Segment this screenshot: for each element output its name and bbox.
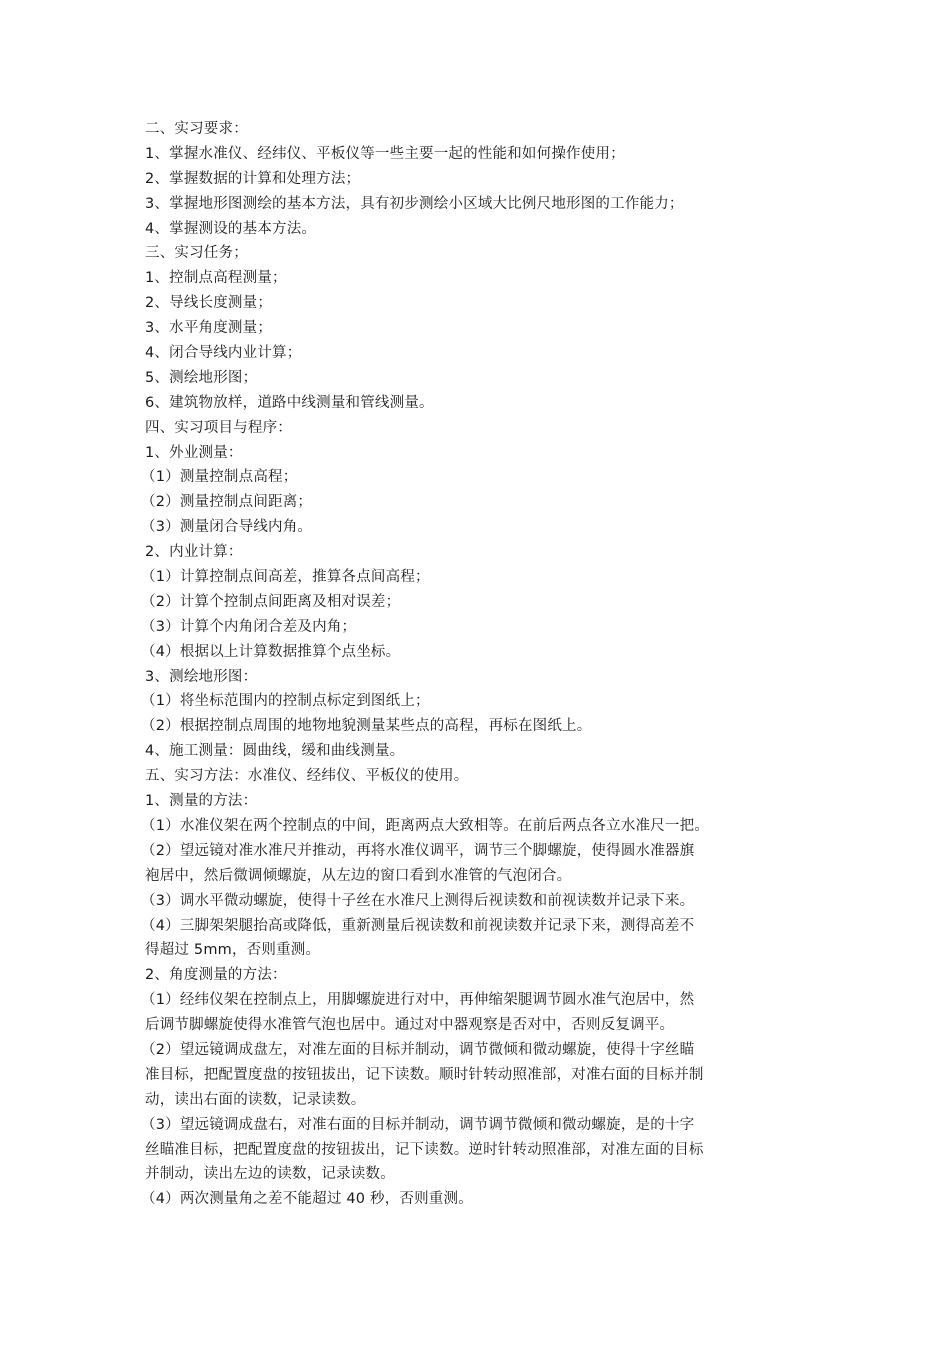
list-item: 6、建筑物放样，道路中线测量和管线测量。 <box>145 394 434 411</box>
list-item: 1、控制点高程测量； <box>145 270 287 287</box>
subheading: 2、内业计算： <box>145 544 243 561</box>
subheading: 1、测量的方法： <box>145 793 258 810</box>
heading-tasks: 三、实习任务； <box>145 245 248 262</box>
list-item: （1）将坐标范围内的控制点标定到图纸上； <box>141 693 430 710</box>
paragraph-line: （1）水准仪架在两个控制点的中间，距离两点大致相等。在前后两点各立水准尺一把。 <box>141 817 710 834</box>
list-item: （3）测量闭合导线内角。 <box>141 519 313 536</box>
paragraph-line: （2）望远镜调成盘左，对准左面的目标并制动，调节微倾和微动螺旋，使得十字丝瞄 <box>141 1041 695 1058</box>
list-item: （2）测量控制点间距离； <box>141 494 313 511</box>
paragraph-line: （3）望远镜调成盘右，对准右面的目标并制动，调节调节微倾和微动螺旋，是的十字 <box>141 1116 695 1133</box>
paragraph-line: 并制动，读出左边的读数，记录读数。 <box>145 1166 395 1183</box>
paragraph-line: （4）两次测量角之差不能超过 40 秒，否则重测。 <box>141 1191 473 1208</box>
paragraph-line: （3）调水平微动螺旋，使得十子丝在水准尺上测得后视读数和前视读数并记录下来。 <box>141 892 695 909</box>
list-item: 2、掌握数据的计算和处理方法； <box>145 170 361 187</box>
paragraph-line: （1）经纬仪架在控制点上，用脚螺旋进行对中，再伸缩架腿调节圆水准气泡居中，然 <box>141 992 695 1009</box>
list-item: （1）测量控制点高程； <box>141 469 298 486</box>
list-item: 4、闭合导线内业计算； <box>145 345 302 362</box>
list-item: 4、掌握测设的基本方法。 <box>145 220 317 237</box>
list-item: （2）计算个控制点间距离及相对误差； <box>141 593 401 610</box>
list-item: 5、测绘地形图； <box>145 369 258 386</box>
list-item: 2、导线长度测量； <box>145 295 273 312</box>
list-item: （1）计算控制点间高差，推算各点间高程； <box>141 569 430 586</box>
paragraph-line: 丝瞄准目标，把配置度盘的按钮拔出，记下读数。逆时针转动照准部，对准左面的目标 <box>145 1141 704 1158</box>
heading-methods: 五、实习方法：水准仪、经纬仪、平板仪的使用。 <box>145 768 469 785</box>
list-item: 3、掌握地形图测绘的基本方法，具有初步测绘小区域大比例尺地形图的工作能力； <box>145 195 684 212</box>
heading-procedure: 四、实习项目与程序： <box>145 419 292 436</box>
paragraph-line: （4）三脚架架腿抬高或降低，重新测量后视读数和前视读数并记录下来，测得高差不 <box>141 917 695 934</box>
list-item: （4）根据以上计算数据推算个点坐标。 <box>141 643 401 660</box>
paragraph-line: 袍居中，然后微调倾螺旋，从左边的窗口看到水准管的气泡闭合。 <box>145 867 572 884</box>
document-body <box>141 117 765 1212</box>
subheading: 3、测绘地形图： <box>145 668 258 685</box>
paragraph-line: 准目标，把配置度盘的按钮拔出，记下读数。顺时针转动照准部，对准右面的目标并制 <box>145 1066 704 1083</box>
subheading: 1、外业测量： <box>145 444 243 461</box>
subheading: 2、角度测量的方法： <box>145 967 287 984</box>
heading-requirements: 二、实习要求： <box>145 121 248 137</box>
paragraph-line: 后调节脚螺旋使得水准管气泡也居中。通过对中器观察是否对中，否则反复调平。 <box>145 1017 675 1034</box>
paragraph-line: （2）望远镜对准水准尺并推动，再将水准仪调平，调节三个脚螺旋，使得圆水准器旗 <box>141 842 695 859</box>
list-item: 4、施工测量：圆曲线，缓和曲线测量。 <box>145 743 405 760</box>
paragraph-line: 动，读出右面的读数，记录读数。 <box>145 1091 366 1108</box>
list-item: （2）根据控制点周围的地物地貌测量某些点的高程，再标在图纸上。 <box>141 718 592 735</box>
list-item: （3）计算个内角闭合差及内角； <box>141 618 357 635</box>
list-item: 3、水平角度测量； <box>145 320 273 337</box>
paragraph-line: 得超过 5mm，否则重测。 <box>145 942 321 959</box>
list-item: 1、掌握水准仪、经纬仪、平板仪等一些主要一起的性能和如何操作使用； <box>145 145 625 162</box>
